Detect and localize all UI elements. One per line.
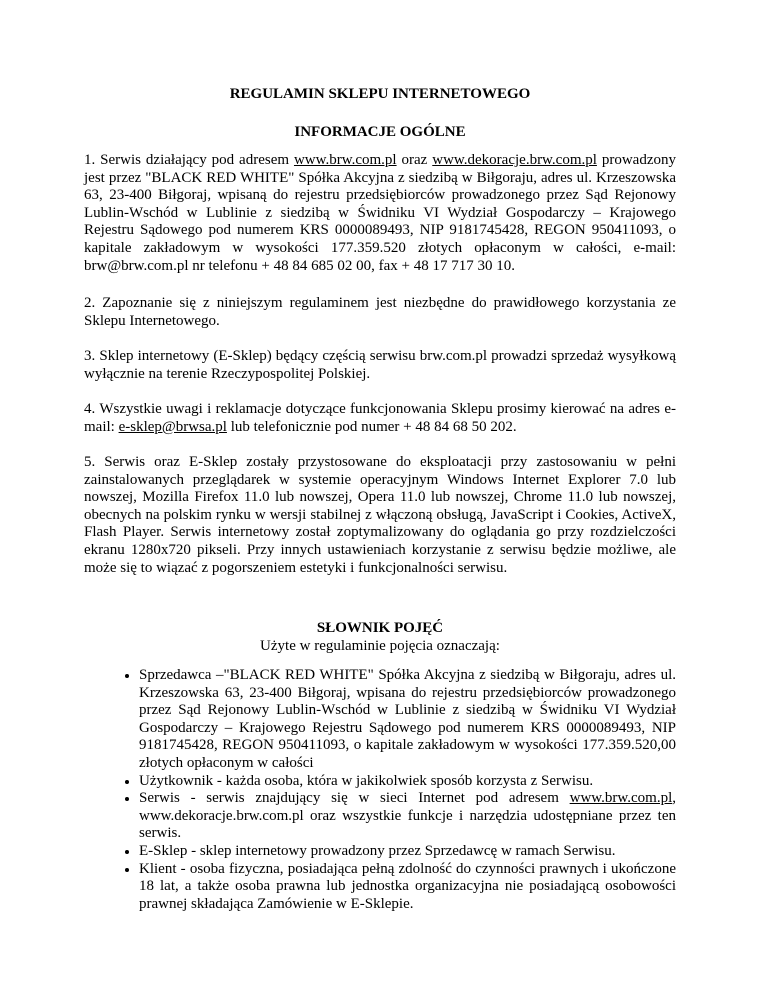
paragraph-1 [84,152,676,275]
paragraph-1-mid: oraz [396,152,433,168]
list-item: • E-Sklep - sklep internetowy prowadzony przez Sprzedawcę w ramach Serwisu. [139,843,676,861]
list-item [139,790,676,843]
email-link[interactable]: e-sklep@brwsa.pl [118,418,227,435]
definitions-list [84,667,676,913]
paragraph-4-suffix: lub telefonicznie pod numer + 48 84 68 50 202. [226,418,517,435]
paragraph-1-suffix: prowadzony jest przez "BLACK RED WHITE" Spółka Akcyjna z siedzibą w Biłgoraju, adres ul. Krzeszowska 63, 23-400 Biłgoraj, wpisaną do rejestru przedsiębiorców prowadzonego przez Sąd Rejonowy Lublin-Wschód w Lublinie z siedzibą w Świdniku VI Wydział Gospodarczy – Krajowego Rejestru Sądowego pod numerem KRS 0000089493, NIP 9181745428, REGON 950411093, o kapitale zakładowym w wysokości 177.359.520 złotych opłaconym w całości, e-mail: brw@brw.com.pl nr telefonu + 48 84 685 02 00, fax + 48 17 717 30 10. [84,152,676,274]
paragraph-4-prefix: 4. Wszystkie uwagi i reklamacje dotyczące funkcjonowania Sklepu prosimy kierować na adres e-mail: [84,401,676,435]
list-item: • Klient - osoba fizyczna, posiadająca pełną zdolność do czynności prawnych i ukończone 18 lat, a także osoba prawna lub jednostka organizacyjna nie posiadającą osobowości prawnej składająca Zamówienie w E-Sklepie. [139,861,676,914]
glossary-intro: Użyte w regulaminie pojęcia oznaczają: [260,638,500,654]
paragraph-4 [84,401,676,436]
paragraph-1-prefix: 1. Serwis działający pod adresem [84,152,294,168]
section-heading-general: INFORMACJE OGÓLNE [294,124,466,140]
paragraph-5: 5. Serwis oraz E-Sklep zostały przystosowane do eksploatacji przy zastosowaniu w pełni zainstalowanych przeglądarek w systemie operacyjnym Windows Internet Explorer 7.0 lub nowszej, Mozilla Firefox 11.0 lub nowszej, Opera 11.0 lub nowszej, Chrome 11.0 lub nowszej, obecnych na polskim rynku w wersji stabilnej z włączoną obsługą, JavaScript i Cookies, ActiveX, Flash Player. Serwis internetowy został zoptymalizowany do oglądania go przy rozdzielczości ekranu 1280x720 pikseli. Przy innych ustawieniach korzystanie z serwisu będzie możliwe, ale może się to wiązać z pogorszeniem estetyki i funkcjonalności serwisu. [84,454,676,576]
definition-3-suffix: , www.dekoracje.brw.com.pl oraz wszystkie funkcje i narzędzia udostępniane przez ten serwis. [139,790,676,842]
paragraph-3: 3. Sklep internetowy (E-Sklep) będący częścią serwisu brw.com.pl prowadzi sprzedaż wysyłkową wyłącznie na terenie Rzeczypospolitej Polskiej. [84,348,676,382]
brw-link-2[interactable]: www.brw.com.pl [569,790,673,807]
paragraph-2: 2. Zapoznanie się z niniejszym regulaminem jest niezbędne do prawidłowego korzystania ze Sklepu Internetowego. [84,295,676,329]
section-heading-glossary: SŁOWNIK POJĘĆ [316,620,444,636]
list-item: • Sprzedawca –"BLACK RED WHITE" Spółka Akcyjna z siedzibą w Biłgoraju, adres ul. Krzeszowska 63, 23-400 Biłgoraj, wpisana do rejestru przedsiębiorców prowadzonego przez Sąd Rejonowy Lublin-Wschód w Lublinie z siedzibą w Świdniku VI Wydział Gospodarczy – Krajowego Rejestru Sądowego pod numerem KRS 0000089493, NIP 9181745428, REGON 950411093, o kapitale zakładowym w wysokości 177.359.520,00 złotych opłaconym w całości [139,667,676,773]
definition-3-prefix: Serwis - serwis znajdujący się w sieci Internet pod adresem [139,790,570,807]
list-item: • Użytkownik - każda osoba, która w jakikolwiek sposób korzysta z Serwisu. [139,773,676,791]
brw-link[interactable]: www.brw.com.pl [293,152,397,168]
dekoracje-link[interactable]: www.dekoracje.brw.com.pl [432,152,597,168]
document-title: REGULAMIN SKLEPU INTERNETOWEGO [229,86,531,102]
